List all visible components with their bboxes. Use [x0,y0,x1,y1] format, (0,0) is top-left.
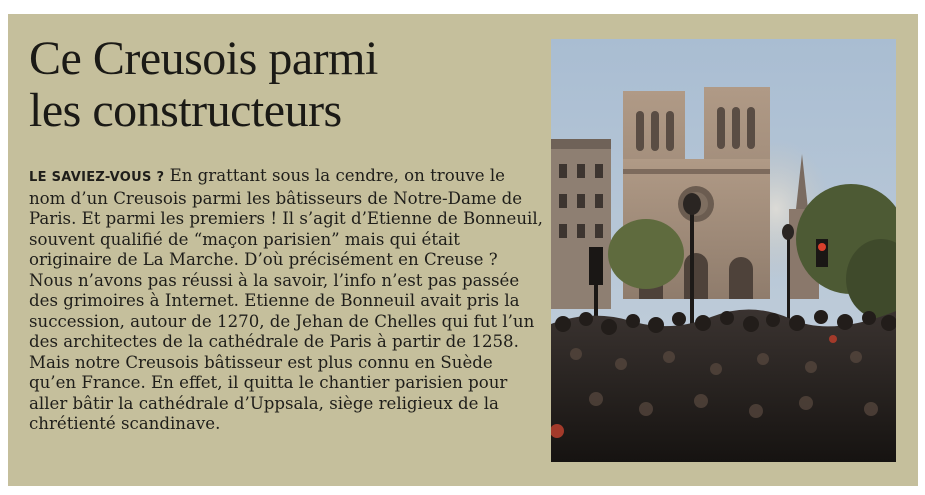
notre-dame-photo [551,39,896,462]
article-headline [29,33,529,137]
article-kicker: LE SAVIEZ-VOUS ? [29,170,165,185]
article-body [29,166,543,435]
headline-line-1: Ce Creusois parmi [29,32,378,85]
article-text: En grattant sous la cendre, on trouve le nom d’un Creusois parmi les bâtisseurs de Notre-Dame de Paris. Et parmi les premiers ! Il s’agit d’Etienne de Bonneuil, souvent qualifié de “maçon parisien” mais qui était originaire de La Marche. D’où précisément en Creuse ? Nous n’avons pas réussi à la savoir, l’info n’est pas passée des grimoires à Internet. Etienne de Bonneuil avait pris la succession, autour de 1270, de Jehan de Chelles qui fut l’un des architectes de la cathédrale de Paris à partir de 1258. Mais notre Creusois bâtisseur est plus connu en Suède qu’en France. En effet, il quitta le chantier parisien pour aller bâtir la cathédrale d’Uppsala, siège religieux de la chrétienté scandinave. [29,166,543,433]
headline-line-2: les constructeurs [29,84,342,137]
